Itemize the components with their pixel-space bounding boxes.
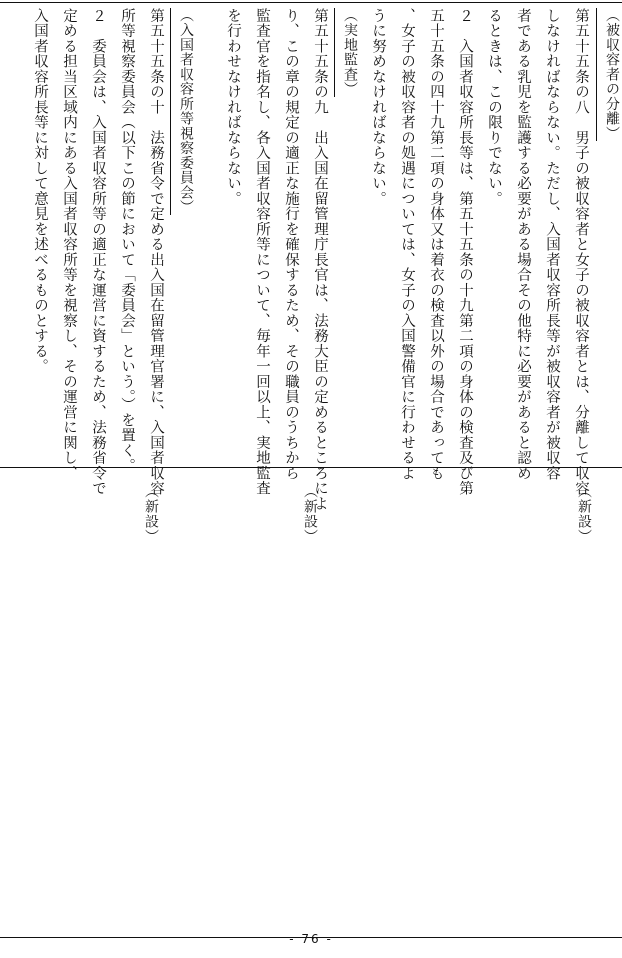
- article-55-9-line: 監査官を指名し、各入国者収容所等について、毎年一回以上、実地監査: [254, 8, 270, 496]
- new-provision-note-55-10: （新設）: [143, 484, 159, 544]
- top-rule: [0, 2, 622, 3]
- page-number: - 76 -: [289, 932, 333, 946]
- article-55-10-line: ２ 委員会は、入国者収容所等の適正な運営に資するため、法務省令で: [90, 8, 106, 496]
- article-55-10-line: 入国者収容所長等に対して意見を述べるものとする。: [32, 8, 48, 374]
- article-55-9-line: 第五十五条の九 出入国在留管理庁長官は、法務大臣の定めるところによ: [312, 8, 328, 512]
- article-55-8-line: うに努めなければならない。: [370, 8, 386, 207]
- article-55-8-line: 、女子の被収容者の処遇については、女子の入国警備官に行わせるよ: [399, 8, 415, 481]
- article-55-9-line: り、この章の規定の適正な施行を確保するため、その職員のうちから: [283, 8, 299, 481]
- article-55-10-line: 第五十五条の十 法務省令で定める出入国在留管理官署に、入国者収容: [148, 8, 164, 496]
- article-55-8-line: 者である乳児を監護する必要がある場合その他特に必要があると認め: [515, 8, 531, 481]
- article-55-10-line: 所等視察委員会（以下この節において「委員会」という。）を置く。: [119, 8, 135, 474]
- article-55-9-line: を行わせなければならない。: [225, 8, 241, 207]
- article-55-8-line: 五十五条の四十九第二項の身体又は着衣の検査以外の場合であっても: [428, 8, 444, 481]
- new-provision-note-55-8: （新設）: [576, 484, 592, 544]
- article-55-10-line: 定める担当区域内にある入国者収容所等を視察し、その運営に関し、: [61, 8, 77, 481]
- article-55-9-heading: （実地監査）: [334, 8, 364, 97]
- article-55-10-heading: （入国者収容所等視察委員会）: [170, 8, 200, 215]
- article-55-8-line: しなければならない。ただし、入国者収容所長等が被収容者が被収容: [544, 8, 560, 481]
- article-55-8-line: るときは、この限りでない。: [486, 8, 502, 207]
- new-provision-note-55-9: （新設）: [302, 484, 318, 544]
- article-55-8-line: 第五十五条の八 男子の被収容者と女子の被収容者とは、分離して収容: [573, 8, 589, 496]
- article-55-8-heading: （被収容者の分離）: [596, 8, 622, 141]
- article-55-8-line: ２ 入国者収容所長等は、第五十五条の十九第二項の身体の検査及び第: [457, 8, 473, 496]
